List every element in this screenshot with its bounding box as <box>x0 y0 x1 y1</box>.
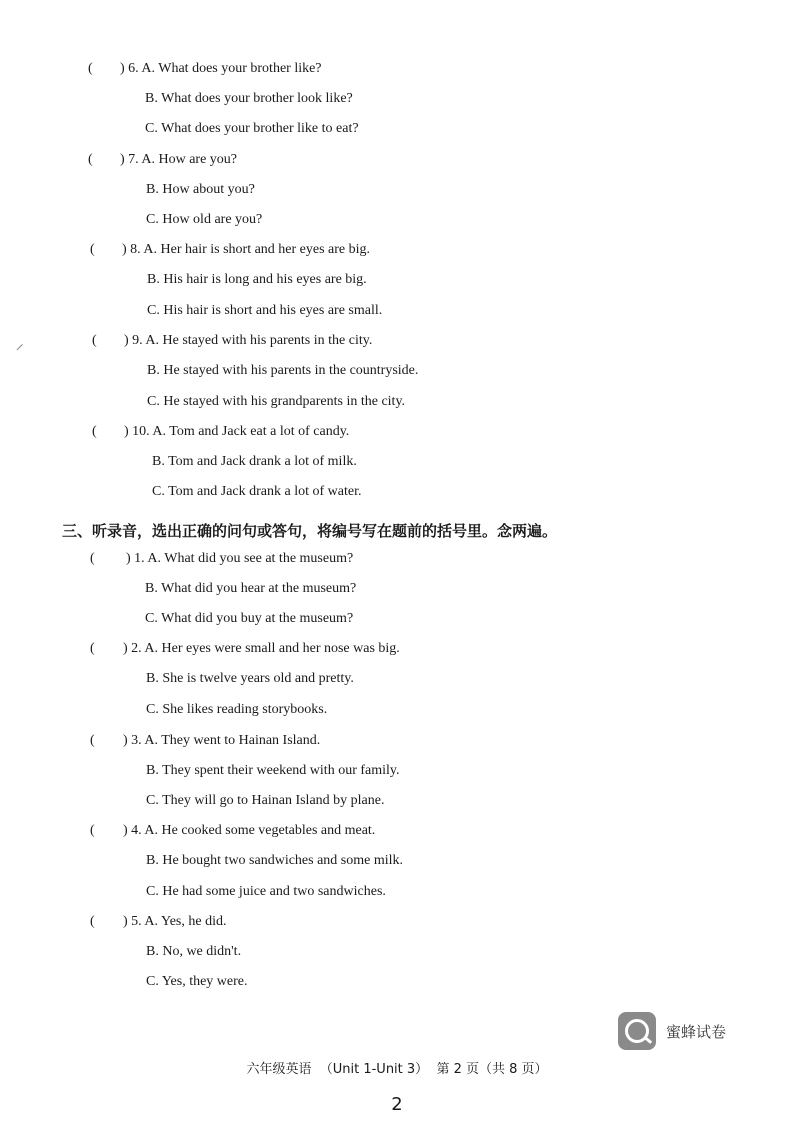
option-b: B. They spent their weekend with our family. <box>146 763 400 778</box>
option-b: B. No, we didn't. <box>146 944 242 959</box>
option-b: B. What did you hear at the museum? <box>145 581 357 596</box>
option-b: B. What does your brother look like? <box>145 91 353 106</box>
option-a: ) 6. A. What does your brother like? <box>120 61 322 76</box>
option-c: C. Tom and Jack drank a lot of water. <box>152 484 362 499</box>
page-number: 2 <box>391 1094 403 1115</box>
option-c: C. What did you buy at the museum? <box>145 611 354 626</box>
q-search-icon <box>618 1012 656 1050</box>
option-a: ) 2. A. Her eyes were small and her nose was big. <box>123 641 400 656</box>
option-b: B. Tom and Jack drank a lot of milk. <box>152 454 357 469</box>
option-a: ) 8. A. Her hair is short and her eyes are big. <box>122 242 371 257</box>
option-c: C. He had some juice and two sandwiches. <box>146 884 386 899</box>
option-c: C. How old are you? <box>146 212 263 227</box>
option-b: B. He stayed with his parents in the countryside. <box>147 363 419 378</box>
option-c: C. He stayed with his grandparents in the city. <box>147 394 406 409</box>
option-c: C. What does your brother like to eat? <box>145 121 359 136</box>
footer-text: 六年级英语 （Unit 1-Unit 3） 第 2 页（共 8 页） <box>246 1062 548 1077</box>
answer-paren[interactable]: ( <box>90 551 95 566</box>
answer-paren[interactable]: ( <box>90 733 95 748</box>
stray-mark <box>16 344 28 356</box>
option-c: C. Yes, they were. <box>146 974 248 989</box>
answer-paren[interactable]: ( <box>88 152 93 167</box>
brand-name: 蜜蜂试卷 <box>666 1022 727 1041</box>
option-a: ) 1. A. What did you see at the museum? <box>126 551 354 566</box>
option-c: C. His hair is short and his eyes are small. <box>147 303 383 318</box>
option-b: B. How about you? <box>146 182 255 197</box>
option-a: ) 3. A. They went to Hainan Island. <box>123 733 321 748</box>
option-b: B. His hair is long and his eyes are big. <box>147 272 367 287</box>
option-a: ) 9. A. He stayed with his parents in the city. <box>124 333 373 348</box>
option-a: ) 4. A. He cooked some vegetables and meat. <box>123 823 376 838</box>
answer-paren[interactable]: ( <box>88 61 93 76</box>
option-b: B. He bought two sandwiches and some milk. <box>146 853 404 868</box>
answer-paren[interactable]: ( <box>92 424 97 439</box>
option-c: C. She likes reading storybooks. <box>146 702 328 717</box>
option-a: ) 7. A. How are you? <box>120 152 238 167</box>
answer-paren[interactable]: ( <box>90 914 95 929</box>
option-a: ) 10. A. Tom and Jack eat a lot of candy. <box>124 424 350 439</box>
answer-paren[interactable]: ( <box>92 333 97 348</box>
answer-paren[interactable]: ( <box>90 641 95 656</box>
brand-logo <box>618 1012 726 1050</box>
answer-paren[interactable]: ( <box>90 242 95 257</box>
option-c: C. They will go to Hainan Island by plane. <box>146 793 385 808</box>
option-a: ) 5. A. Yes, he did. <box>123 914 227 929</box>
section-3-title: 三、听录音，选出正确的问句或答句，将编号写在题前的括号里。念两遍。 <box>62 522 558 540</box>
page-footer <box>0 1058 794 1077</box>
option-b: B. She is twelve years old and pretty. <box>146 671 354 686</box>
answer-paren[interactable]: ( <box>90 823 95 838</box>
